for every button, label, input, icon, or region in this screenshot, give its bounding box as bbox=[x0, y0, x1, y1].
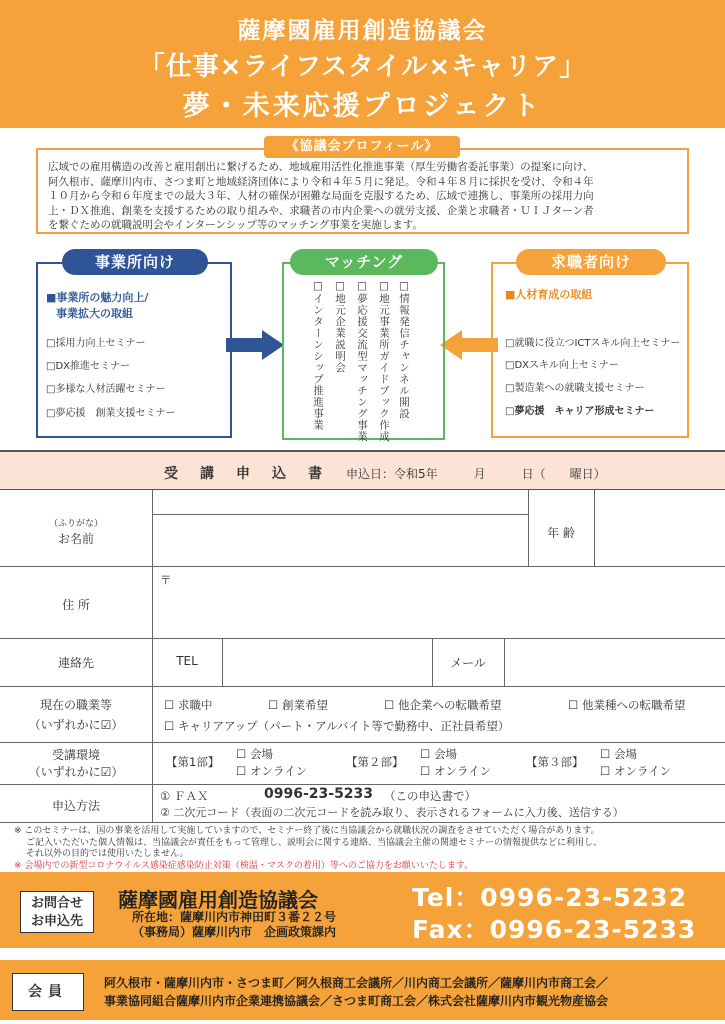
form-header bbox=[0, 450, 725, 490]
employer-subtitle bbox=[46, 290, 148, 322]
tel-input[interactable] bbox=[226, 642, 428, 682]
form-divider bbox=[0, 822, 725, 823]
matching-title: マッチング bbox=[290, 249, 438, 275]
footer-address-line: （事務局）薩摩川内市 企画政策課内 bbox=[132, 925, 337, 939]
employer-item: □採用力向上セミナー bbox=[46, 338, 146, 349]
form-divider bbox=[504, 638, 505, 686]
form-divider bbox=[594, 490, 595, 566]
seeker-item: □夢応援 キャリア形成セミナー bbox=[505, 406, 655, 417]
note-line: ご記入いただいた個人情報は、当協議会が責任をもって管理し、説明会に関する連絡、当協議会主催の関連セミナーの情報提供などに利用し、 bbox=[26, 837, 603, 848]
address-label: 住 所 bbox=[62, 598, 90, 612]
footer-address-line: 所在地：薩摩川内市神田町３番２２号 bbox=[132, 910, 337, 924]
seeker-item: □就職に役立つICTスキル向上セミナー bbox=[505, 338, 681, 349]
note-line: ※ このセミナーは、国の事業を活用して実施していますので、セミナー終了後に当協議会から就職状況の調査をさせていただく場合があります。 bbox=[14, 826, 600, 836]
form-divider bbox=[0, 686, 725, 687]
seeker-title: 求職者向け bbox=[516, 249, 666, 275]
footer-org-name: 薩摩國雇用創造協議会 bbox=[118, 888, 318, 912]
fax-note: （この申込書で） bbox=[384, 789, 476, 803]
job-option-other-company[interactable]: ☐ 他企業への転職希望 bbox=[384, 698, 502, 712]
furigana-divider bbox=[152, 514, 528, 515]
fax-number: 0996-23-5233 bbox=[264, 786, 374, 802]
notes bbox=[14, 826, 714, 872]
form-title: 受講申込書 bbox=[164, 466, 344, 482]
part-3-online-checkbox[interactable]: ☐ オンライン bbox=[600, 764, 672, 778]
form-divider bbox=[0, 742, 725, 743]
mail-input[interactable] bbox=[508, 642, 720, 682]
profile-line: を繋ぐための就職説明会やインターンシップ等のマッチング事業を実施します。 bbox=[48, 219, 423, 231]
arrow-left-icon bbox=[440, 330, 498, 360]
part-1-label: 【第1部】 bbox=[166, 755, 220, 769]
job-option-startup[interactable]: ☐ 創業希望 bbox=[268, 698, 328, 712]
job-option-career-up[interactable]: ☐ キャリアアップ（パート・アルバイト等で勤務中、正社員希望） bbox=[164, 719, 510, 733]
fax-prefix: ① ＦＡＸ bbox=[160, 789, 209, 803]
tel-label: TEL bbox=[176, 654, 198, 668]
contact-label: 連絡先 bbox=[57, 656, 94, 670]
profile-line: １０月から令和６年度までの最大３年、人材の確保が困難な局面を克服するため、広域で連携し、事業所の採用力向 bbox=[48, 190, 594, 202]
contact-badge bbox=[20, 891, 94, 933]
employer-item: □DX推進セミナー bbox=[46, 361, 130, 372]
mail-label: メール bbox=[450, 656, 486, 670]
employer-subtitle-1: ■事業所の魅力向上/ bbox=[46, 291, 149, 304]
arrow-right-icon bbox=[226, 330, 284, 360]
part-2-label: 【第２部】 bbox=[346, 755, 404, 769]
employer-subtitle-2: 事業拡大の取組 bbox=[56, 307, 133, 320]
form-divider bbox=[0, 566, 725, 567]
job-option-seeking[interactable]: ☐ 求職中 bbox=[164, 698, 213, 712]
method-label: 申込方法 bbox=[51, 799, 100, 813]
matching-item: □夢応援交流型マッチング事業 bbox=[356, 280, 368, 443]
project-title: 夢・未来応援プロジェクト bbox=[182, 91, 543, 122]
form-divider bbox=[222, 638, 223, 686]
age-input[interactable] bbox=[598, 494, 720, 562]
members-badge: 会員 bbox=[12, 973, 84, 1011]
form-divider bbox=[0, 784, 725, 785]
employer-item: □夢応援 創業支援セミナー bbox=[46, 408, 176, 419]
env-label: 受講環境 bbox=[51, 748, 100, 762]
furigana-input[interactable] bbox=[156, 494, 524, 512]
contact-badge-line: お問合せ bbox=[30, 896, 83, 911]
matching-item: □地元事業所ガイドブック作成 bbox=[378, 280, 390, 443]
org-title: 薩摩國雇用創造協議会 bbox=[237, 18, 488, 44]
footer-address bbox=[132, 910, 336, 940]
contact-badge-line: お申込先 bbox=[30, 914, 83, 929]
footer-tel[interactable]: Tel：0996-23-5232 bbox=[412, 883, 687, 912]
employer-item: □多様な人材活躍セミナー bbox=[46, 384, 166, 395]
part-3-venue-checkbox[interactable]: ☐ 会場 bbox=[600, 747, 637, 761]
postal-mark: 〒 bbox=[160, 573, 172, 587]
profile-text bbox=[48, 160, 678, 233]
form-divider bbox=[0, 638, 725, 639]
furigana-label: （ふりがな） bbox=[48, 519, 103, 529]
employer-title: 事業所向け bbox=[62, 249, 208, 275]
profile-line: 阿久根市、薩摩川内市、さつま町と地域経済団体により令和４年５月に発足。令和４年８月に採択を受け、令和４年 bbox=[48, 175, 594, 188]
matching-item: □情報発信チャンネル開設 bbox=[398, 280, 410, 420]
profile-line: 広域での雇用構造の改善と雇用創出に繋げるため、地域雇用活性化推進事業（厚生労働省委託事業）の提案に向け、 bbox=[48, 161, 594, 173]
profile-tag: 《協議会プロフィール》 bbox=[264, 136, 460, 158]
address-input[interactable] bbox=[174, 570, 720, 634]
env-hint: （いずれかに☑） bbox=[28, 765, 124, 779]
part-2-online-checkbox[interactable]: ☐ オンライン bbox=[420, 764, 492, 778]
members-line: 阿久根市・薩摩川内市・さつま町／阿久根商工会議所／川内商工会議所／薩摩川内市商工会／ bbox=[104, 976, 609, 990]
job-label: 現在の職業等 bbox=[39, 698, 112, 712]
seeker-item: □製造業への就職支援セミナー bbox=[505, 383, 645, 394]
header-banner bbox=[0, 0, 725, 128]
matching-item: □インターンシップ推進事業 bbox=[312, 280, 324, 431]
age-label: 年 齢 bbox=[547, 526, 575, 540]
name-input[interactable] bbox=[156, 518, 524, 562]
job-option-other-industry[interactable]: ☐ 他業種への転職希望 bbox=[568, 698, 686, 712]
footer-fax: Fax：0996-23-5233 bbox=[412, 915, 697, 944]
qr-method: ② 二次元コード（表面の二次元コードを読み取り、表示されるフォームに入力後、送信する） bbox=[160, 806, 624, 819]
part-1-venue-checkbox[interactable]: ☐ 会場 bbox=[236, 747, 273, 761]
members-list bbox=[104, 974, 608, 1010]
application-date: 申込日：令和5年 月 日（ 曜日） bbox=[346, 467, 606, 481]
part-3-label: 【第３部】 bbox=[526, 755, 584, 769]
seeker-item: □DXスキル向上セミナー bbox=[505, 360, 619, 371]
part-1-online-checkbox[interactable]: ☐ オンライン bbox=[236, 764, 308, 778]
profile-line: 上・ＤＸ推進、創業を支援するための取り組みや、求職者の市内企業への就労支援、企業と求職者・ＵＩＪターン者 bbox=[48, 204, 594, 217]
project-subtitle: 「仕事×ライフスタイル×キャリア」 bbox=[138, 52, 587, 82]
members-line: 事業協同組合薩摩川内市企業連携協議会／さつま町商工会／株式会社薩摩川内市観光物産協会 bbox=[104, 994, 609, 1008]
note-line: それ以外の目的では使用いたしません。 bbox=[26, 849, 189, 859]
note-line-warning: ※ 会場内での新型コロナウイルス感染症感染防止対策（検温・マスクの着用）等へのご協力をお願いいたします。 bbox=[14, 860, 474, 871]
footer-phone bbox=[412, 882, 696, 946]
seeker-subtitle: ■人材育成の取組 bbox=[505, 288, 593, 301]
matching-item: □地元企業説明会 bbox=[334, 280, 346, 374]
name-label: お名前 bbox=[57, 532, 94, 546]
part-2-venue-checkbox[interactable]: ☐ 会場 bbox=[420, 747, 457, 761]
job-hint: （いずれかに☑） bbox=[28, 718, 124, 732]
